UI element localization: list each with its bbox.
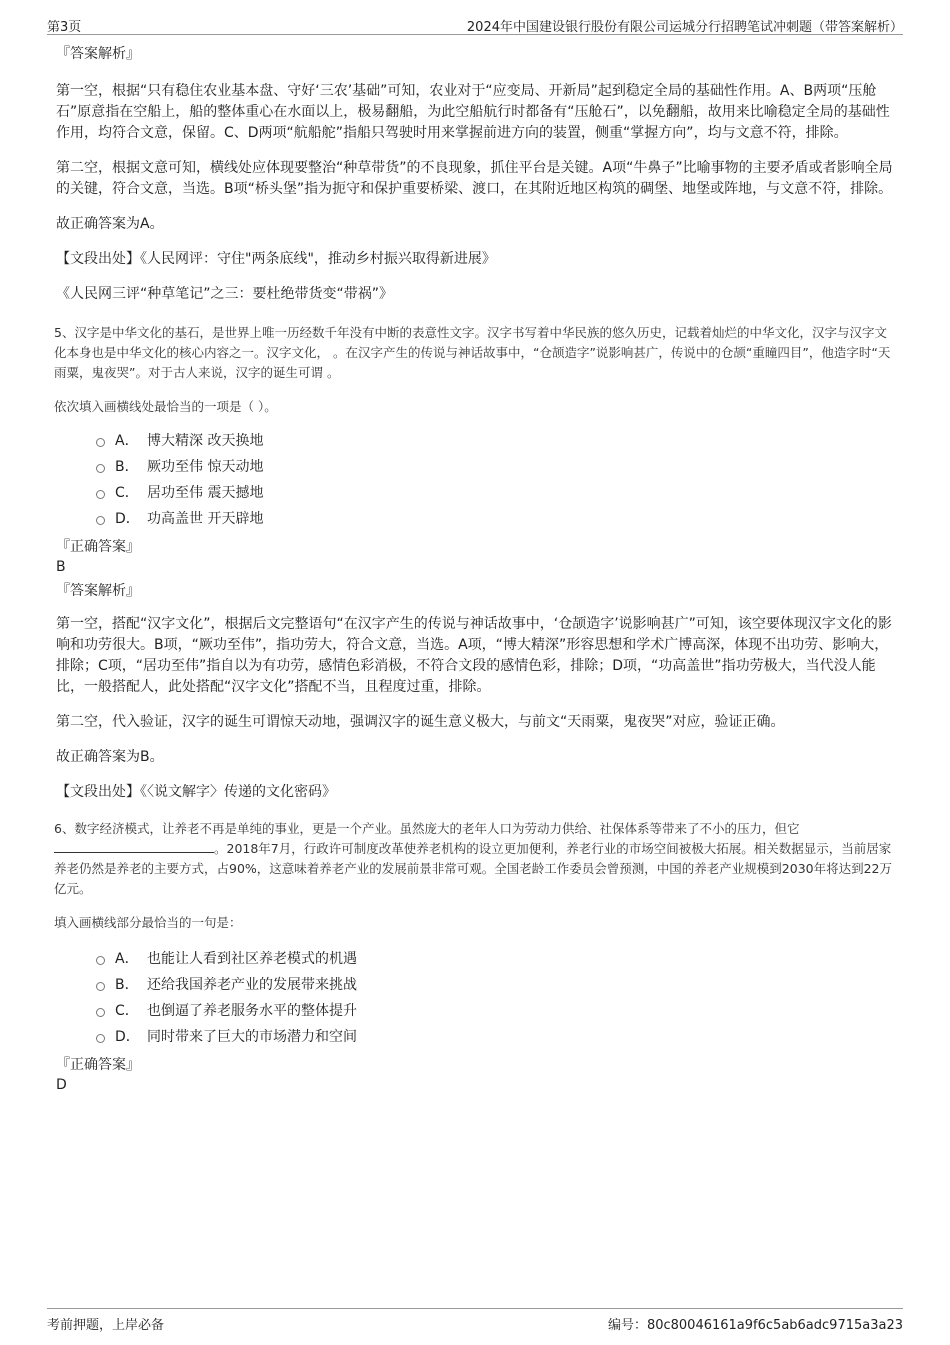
answer-label: 『正确答案』 <box>56 1057 140 1073</box>
radio-icon[interactable] <box>96 982 105 991</box>
option-text: 居功至伟 震天撼地 <box>147 485 264 501</box>
page-footer <box>47 1308 903 1331</box>
source-citation: 【文段出处】《人民网评：守住"两条底线"，推动乡村振兴取得新进展》 <box>56 251 496 267</box>
question-stem <box>54 819 898 899</box>
stem-part: 。2018年7月，行政许可制度改革使养老机构的设立更加便利，养老行业的市场空间被极大拓展。相关数据显示，当前居家养老仍然是养老的主要方式，占90%，这意味着养老产业的发展前景非常可观。全国老龄工作委员会曾预测，中国的养老产业规模到2030年将达到22万亿元。 <box>54 841 893 896</box>
option-list <box>96 945 898 1049</box>
radio-icon[interactable] <box>96 1034 105 1043</box>
source-citation: 《人民网三评“种草笔记”之三：要杜绝带货变“带祸”》 <box>56 286 394 302</box>
option-letter: B． <box>115 977 139 993</box>
page-content <box>56 44 898 1101</box>
page-header <box>47 14 903 35</box>
analysis-paragraph: 第一空，搭配“汉字文化”，根据后文完整语句“在汉字产生的传说与神话故事中，‘仓颉造字’说影响甚广”可知，该空要体现汉字文化的影响和功劳很大。B项，“厥功至伟”，指功劳大，符合文意，当选。A项，“博大精深”形容思想和学术广博高深，体现不出功劳、影响大，排除；C项，“居功至伟”指自以为有功劳，感情色彩消极，不符合文段的感情色彩，排除；D项，“功高盖世”指功劳极大，当代没人能比，一般搭配人，此处搭配“汉字文化”搭配不当，且程度过重，排除。 <box>56 616 892 695</box>
question-stem: 5、汉字是中华文化的基石，是世界上唯一历经数千年没有中断的表意性文字。汉字书写着中华民族的悠久历史，记载着灿烂的中华文化，汉字与汉字文化本身也是中华文化的核心内容之一。汉字文化， 。在汉字产生的传说与神话故事中，“仓颉造字”说影响甚广，传说中的仓颉“重瞳四目”，他造字时“天雨粟，鬼夜哭”。对于古人来说，汉字的诞生可谓 。 <box>54 325 891 380</box>
page-number: 第3页 <box>47 20 82 35</box>
option-c[interactable] <box>96 479 898 505</box>
option-text: 也倒逼了养老服务水平的整体提升 <box>147 1003 357 1019</box>
document-id: 编号：80c80046161a9f6c5ab6adc9715a3a23 <box>607 1318 903 1333</box>
answer-value: B <box>56 559 66 575</box>
option-d[interactable] <box>96 1023 898 1049</box>
option-d[interactable] <box>96 505 898 531</box>
fill-blank <box>54 839 214 853</box>
option-letter: B． <box>115 459 139 475</box>
option-letter: C． <box>115 1003 139 1019</box>
option-c[interactable] <box>96 997 898 1023</box>
option-b[interactable] <box>96 453 898 479</box>
question-prompt: 依次填入画横线处最恰当的一项是（ ）。 <box>54 399 277 414</box>
document-title: 2024年中国建设银行股份有限公司运城分行招聘笔试冲刺题（带答案解析） <box>466 20 903 35</box>
option-letter: A． <box>115 951 139 967</box>
radio-icon[interactable] <box>96 956 105 965</box>
option-letter: C． <box>115 485 139 501</box>
option-text: 同时带来了巨大的市场潜力和空间 <box>147 1029 357 1045</box>
analysis-paragraph: 第二空，根据文意可知，横线处应体现要整治“种草带货”的不良现象，抓住平台是关键。A项“牛鼻子”比喻事物的主要矛盾或者影响全局的关键，符合文意，当选。B项“桥头堡”指为扼守和保护重要桥梁、渡口，在其附近地区构筑的碉堡、地堡或阵地，与文意不符，排除。 <box>56 160 893 197</box>
option-list <box>96 427 898 531</box>
question-prompt: 填入画横线部分最恰当的一句是： <box>54 915 242 930</box>
radio-icon[interactable] <box>96 464 105 473</box>
option-a[interactable] <box>96 427 898 453</box>
analysis-label: 『答案解析』 <box>56 583 140 599</box>
answer-label: 『正确答案』 <box>56 539 140 555</box>
radio-icon[interactable] <box>96 516 105 525</box>
option-letter: A． <box>115 433 139 449</box>
radio-icon[interactable] <box>96 438 105 447</box>
analysis-paragraph: 第二空，代入验证，汉字的诞生可谓惊天动地，强调汉字的诞生意义极大，与前文“天雨粟，鬼夜哭”对应，验证正确。 <box>56 714 785 730</box>
source-citation: 【文段出处】《〈说文解字〉传递的文化密码》 <box>56 784 336 800</box>
analysis-paragraph: 第一空，根据“只有稳住农业基本盘、守好‘三农’基础”可知，农业对于“应变局、开新局”起到稳定全局的基础性作用。A、B两项“压舱石”原意指在空船上，船的整体重心在水面以上，极易翻船，为此空船航行时都备有“压舱石”，以免翻船，故用来比喻稳定全局的基础性作用，均符合文意，保留。C、D两项“航船舵”指船只驾驶时用来掌握前进方向的装置，侧重“掌握方向”，均与文意不符，排除。 <box>56 83 890 141</box>
answer-value: D <box>56 1077 67 1093</box>
option-text: 博大精深 改天换地 <box>147 433 264 449</box>
conclusion: 故正确答案为A。 <box>56 216 164 232</box>
radio-icon[interactable] <box>96 1008 105 1017</box>
stem-part: 6、数字经济模式，让养老不再是单纯的事业，更是一个产业。虽然庞大的老年人口为劳动力供给、社保体系等带来了不小的压力，但它 <box>54 821 800 836</box>
footer-slogan: 考前押题，上岸必备 <box>47 1318 165 1333</box>
option-letter: D． <box>115 511 140 527</box>
conclusion: 故正确答案为B。 <box>56 749 164 765</box>
option-text: 功高盖世 开天辟地 <box>147 511 264 527</box>
radio-icon[interactable] <box>96 490 105 499</box>
option-a[interactable] <box>96 945 898 971</box>
option-letter: D． <box>115 1029 140 1045</box>
option-text: 也能让人看到社区养老模式的机遇 <box>147 951 357 967</box>
option-text: 还给我国养老产业的发展带来挑战 <box>147 977 357 993</box>
option-text: 厥功至伟 惊天动地 <box>147 459 264 475</box>
option-b[interactable] <box>96 971 898 997</box>
analysis-label: 『答案解析』 <box>56 46 140 62</box>
